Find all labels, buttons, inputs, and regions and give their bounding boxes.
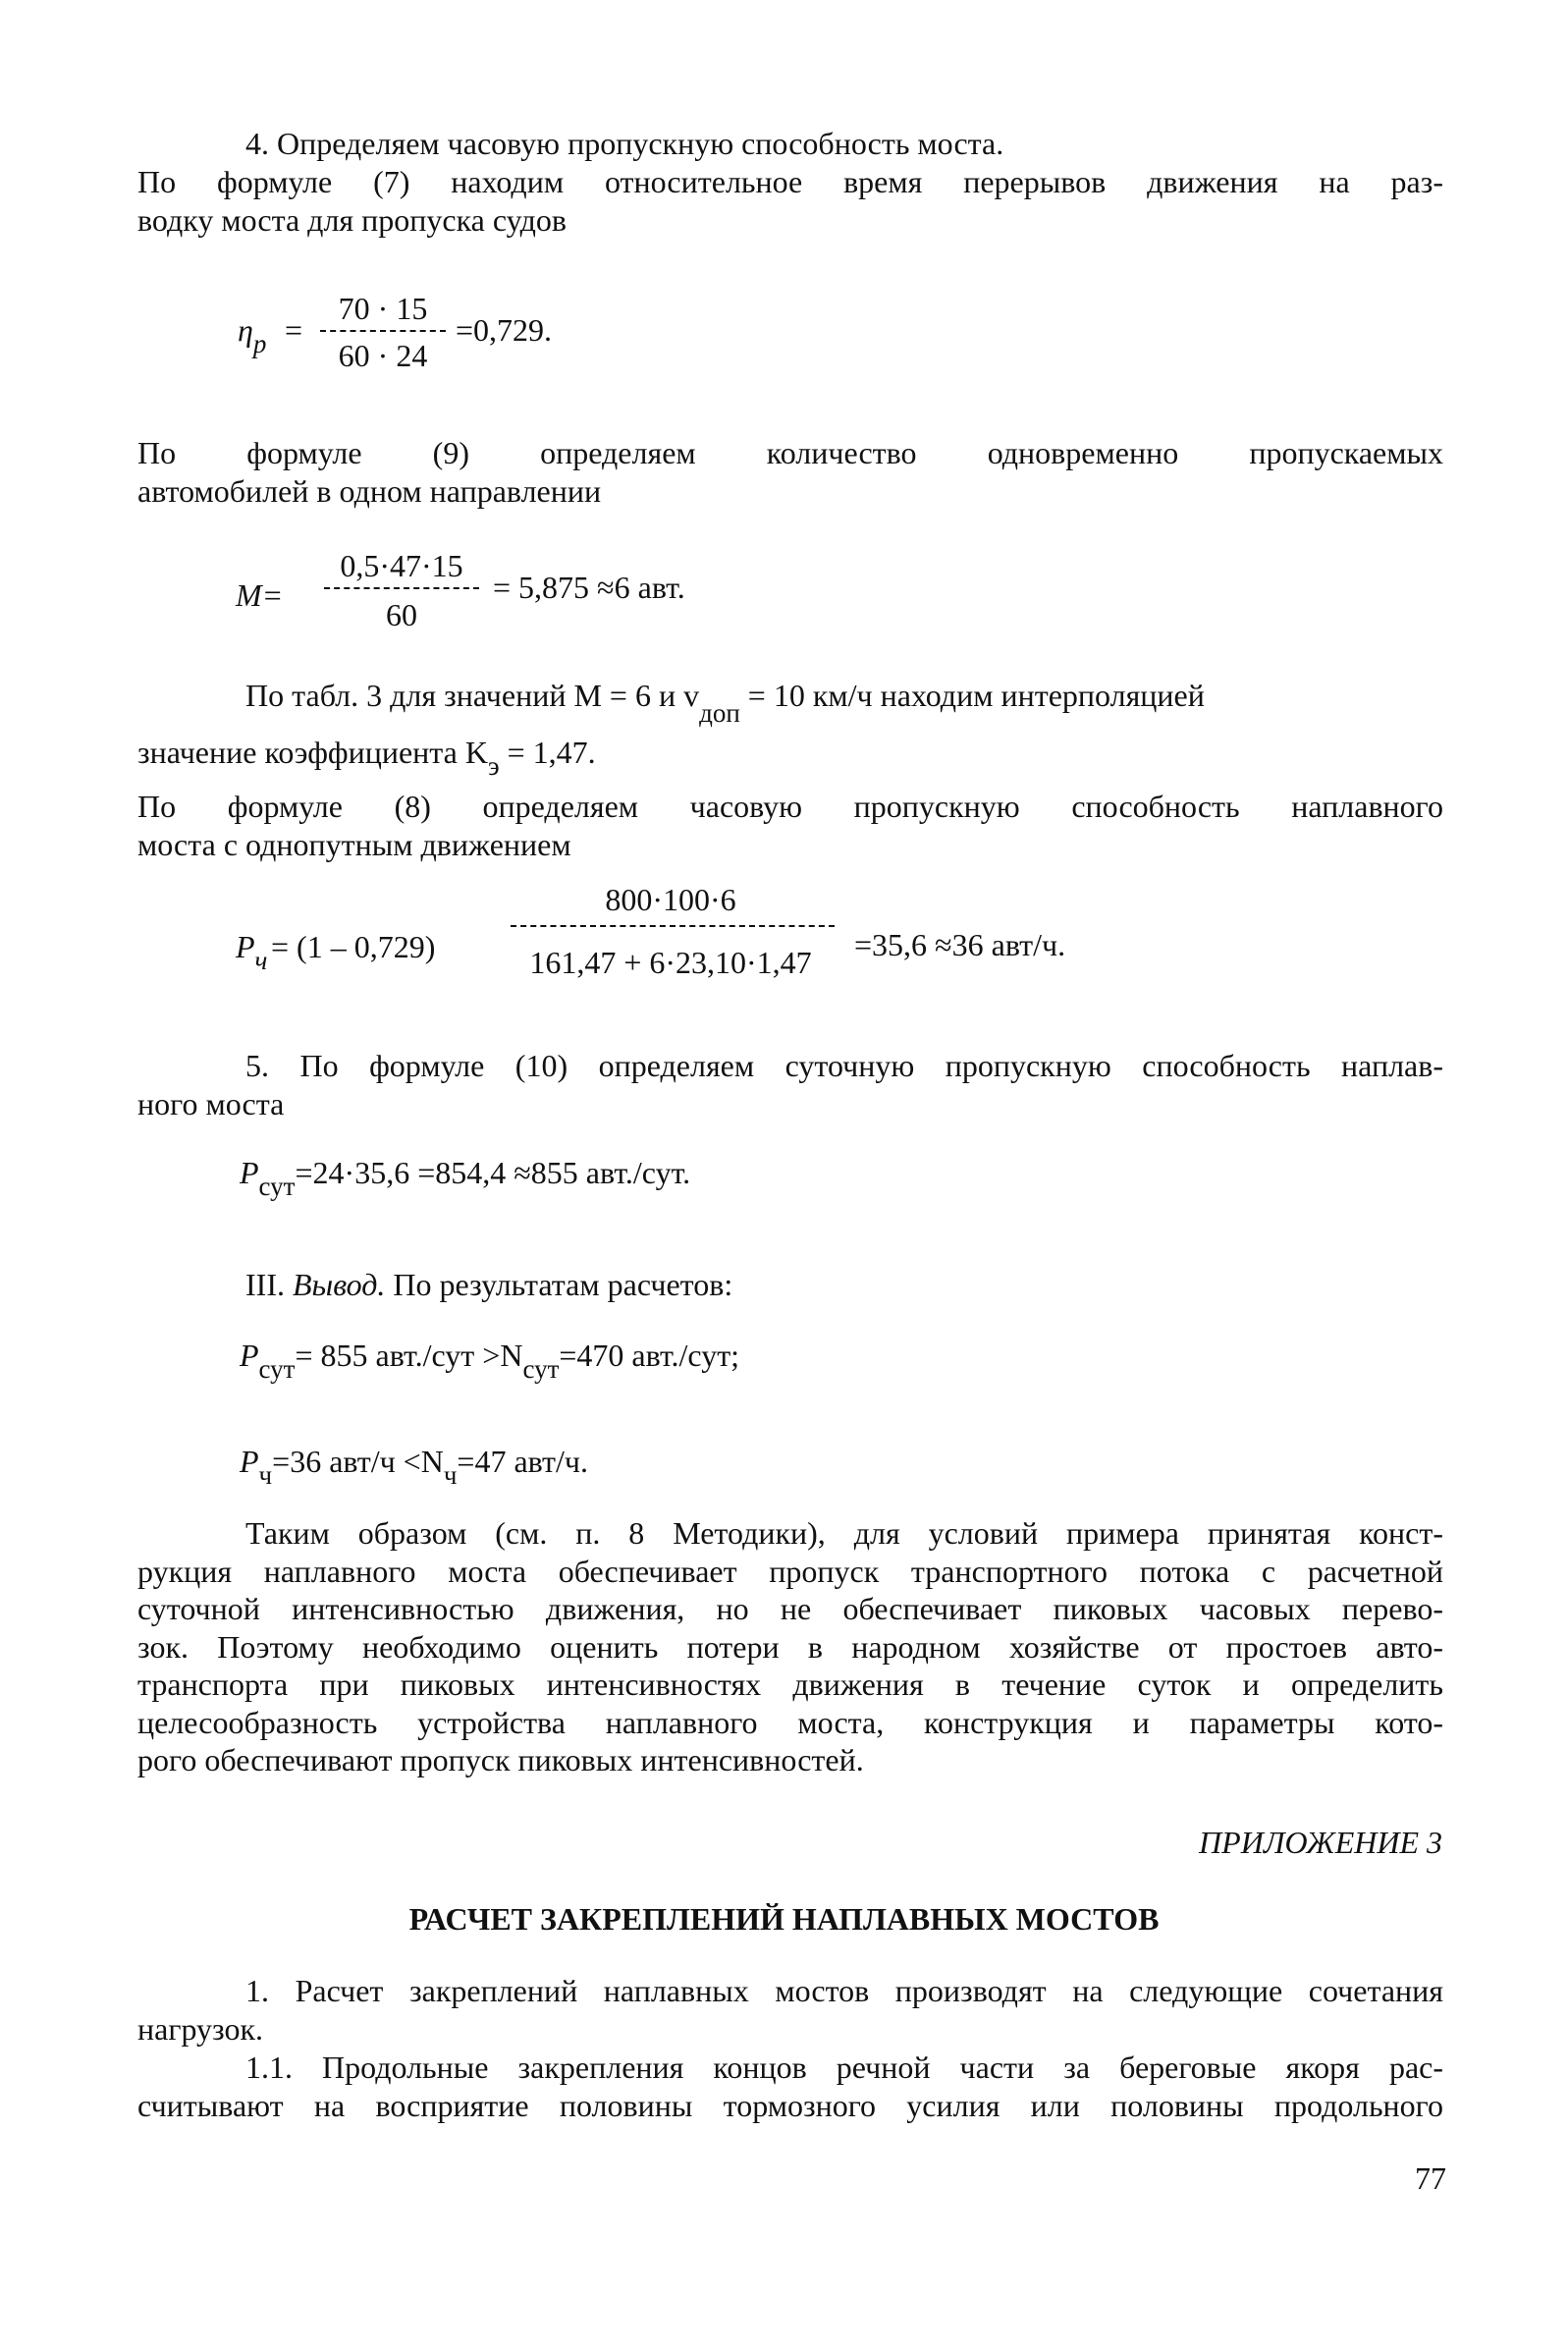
ineq2-mid: =36 авт/ч <N (272, 1444, 444, 1479)
appendix-paragraph-1-1 (137, 2049, 1443, 2124)
ineq1-mid: = 855 авт./сут >N (295, 1338, 523, 1373)
formula-m (236, 548, 785, 646)
appendix-paragraph-1 (137, 1972, 1443, 2048)
m-fraction-bar (324, 587, 479, 589)
p-hourly-symbol: P (236, 929, 255, 964)
ineq2-mid-subscript: ч (443, 1460, 458, 1490)
ineq1-mid-subscript: сут (522, 1354, 560, 1384)
formula-p-hourly (236, 882, 1217, 1000)
tabl-line-2-subscript: э (487, 751, 500, 781)
appendix-p11-line-1: 1.1. Продольные закрепления концов речной части за береговые якоря рас- (245, 2049, 1443, 2085)
p-daily-subscript: сут (258, 1172, 296, 1201)
tabl-line-1-b: = 10 км/ч находим интерполяцией (747, 678, 1205, 713)
eta-fraction-bar (320, 330, 446, 332)
ineq2-rhs: =47 авт/ч. (457, 1444, 588, 1479)
eta-numerator: 70 · 15 (338, 291, 428, 326)
conclusion-heading (245, 1267, 732, 1303)
ineq1-lhs: P (240, 1338, 259, 1373)
appendix-p11-line-2: считывают на восприятие половины тормозного усилия или половины продольного (137, 2087, 1443, 2123)
inequality-hourly (240, 1444, 588, 1490)
m-result: = 5,875 ≈6 авт. (493, 570, 685, 605)
section4-title: 4. Определяем часовую пропускную способность моста. (245, 126, 1004, 161)
ineq2-lhs-subscript: ч (258, 1460, 273, 1490)
p-daily-symbol: P (240, 1155, 259, 1190)
conclusion-line: суточной интенсивностью движения, но не обеспечивает пиковых часовых перево- (137, 1591, 1443, 1626)
page-number: 77 (1415, 2160, 1446, 2196)
eta-symbol: η (238, 312, 253, 348)
formula-eta (238, 291, 650, 389)
tabl-line-2-a: значение коэффициента K (137, 735, 488, 770)
conclusion-line: рукция наплавного моста обеспечивает пропуск транспортного потока с расчетной (137, 1553, 1443, 1589)
section5-line-1: 5. По формуле (10) определяем суточную пропускную способность наплав- (245, 1048, 1443, 1083)
section5-text (137, 1047, 1443, 1122)
appendix-p1-line-1: 1. Расчет закреплений наплавных мостов производят на следующие сочетания (245, 1973, 1443, 2008)
formula8-line-2: моста с однопутным движением (137, 826, 571, 862)
tabl-line-1-subscript: доп (699, 698, 740, 728)
paragraph-formula8 (137, 788, 1443, 863)
p-hourly-result: =35,6 ≈36 авт/ч. (854, 927, 1066, 962)
formula9-line-1: По формуле (9) определяем количество одновременно пропускаемых (137, 435, 1443, 470)
conclusion-last-line: рого обеспечивают пропуск пиковых интенсивностей. (137, 1742, 864, 1777)
eta-subscript: р (252, 329, 267, 358)
eta-equals: = (285, 312, 303, 348)
inequality-daily (240, 1338, 740, 1384)
p-hourly-denominator: 161,47 + 6·23,10·1,47 (529, 945, 812, 980)
paragraph-formula9 (137, 434, 1443, 510)
p-hourly-subscript: ч (254, 946, 268, 975)
section5-line-2: ного моста (137, 1085, 285, 1121)
conclusion-line: зок. Поэтому необходимо оценить потери в народном хозяйстве от простоев авто- (137, 1628, 1443, 1665)
appendix-label: ПРИЛОЖЕНИЕ 3 (1199, 1825, 1442, 1860)
m-numerator: 0,5·47·15 (340, 548, 463, 583)
intro-line-2: водку моста для пропуска судов (137, 201, 568, 238)
ineq2-lhs: P (240, 1444, 259, 1479)
eta-denominator: 60 · 24 (338, 338, 428, 373)
p-hourly-factor: = (1 – 0,729) (271, 929, 436, 964)
formula-p-daily (240, 1155, 691, 1201)
conclusion-heading-rest: По результатам расчетов: (393, 1267, 733, 1302)
p-daily-rhs: =24·35,6 =854,4 ≈855 авт./сут. (295, 1155, 691, 1190)
appendix-p1-line-2: нагрузок. (137, 2010, 264, 2047)
conclusion-paragraph (137, 1514, 1443, 1779)
formula8-line-1: По формуле (8) определяем часовую пропускную способность наплавного (137, 789, 1443, 824)
conclusion-line: транспорта при пиковых интенсивностях движения в течение суток и определить (137, 1667, 1443, 1702)
eta-result: =0,729. (456, 312, 553, 348)
m-lhs: M= (236, 577, 284, 613)
ineq1-rhs: =470 авт./сут; (559, 1338, 740, 1373)
conclusion-heading-word: Вывод. (292, 1267, 386, 1302)
intro-line-1: По формуле (7) находим относительное время перерывов движения на раз- (137, 164, 1443, 199)
p-hourly-fraction-bar (511, 925, 835, 927)
ineq1-lhs-subscript: сут (258, 1354, 296, 1384)
section4-intro (137, 163, 1443, 239)
conclusion-heading-num: III. (245, 1267, 285, 1302)
appendix-title: РАСЧЕТ ЗАКРЕПЛЕНИЙ НАПЛАВНЫХ МОСТОВ (408, 1901, 1160, 1937)
conclusion-line: целесообразность устройства наплавного моста, конструкция и параметры кото- (137, 1704, 1443, 1740)
p-hourly-numerator: 800·100·6 (605, 882, 736, 917)
tabl-line-2 (137, 735, 596, 781)
tabl-line-2-b: = 1,47. (507, 735, 596, 770)
tabl-line-1 (245, 678, 1205, 728)
tabl-line-1-a: По табл. 3 для значений M = 6 и v (245, 678, 700, 713)
conclusion-line: Таким образом (см. п. 8 Методики), для условий примера принятая конст- (245, 1515, 1443, 1551)
formula9-line-2: автомобилей в одном направлении (137, 472, 602, 509)
m-denominator: 60 (386, 597, 417, 632)
